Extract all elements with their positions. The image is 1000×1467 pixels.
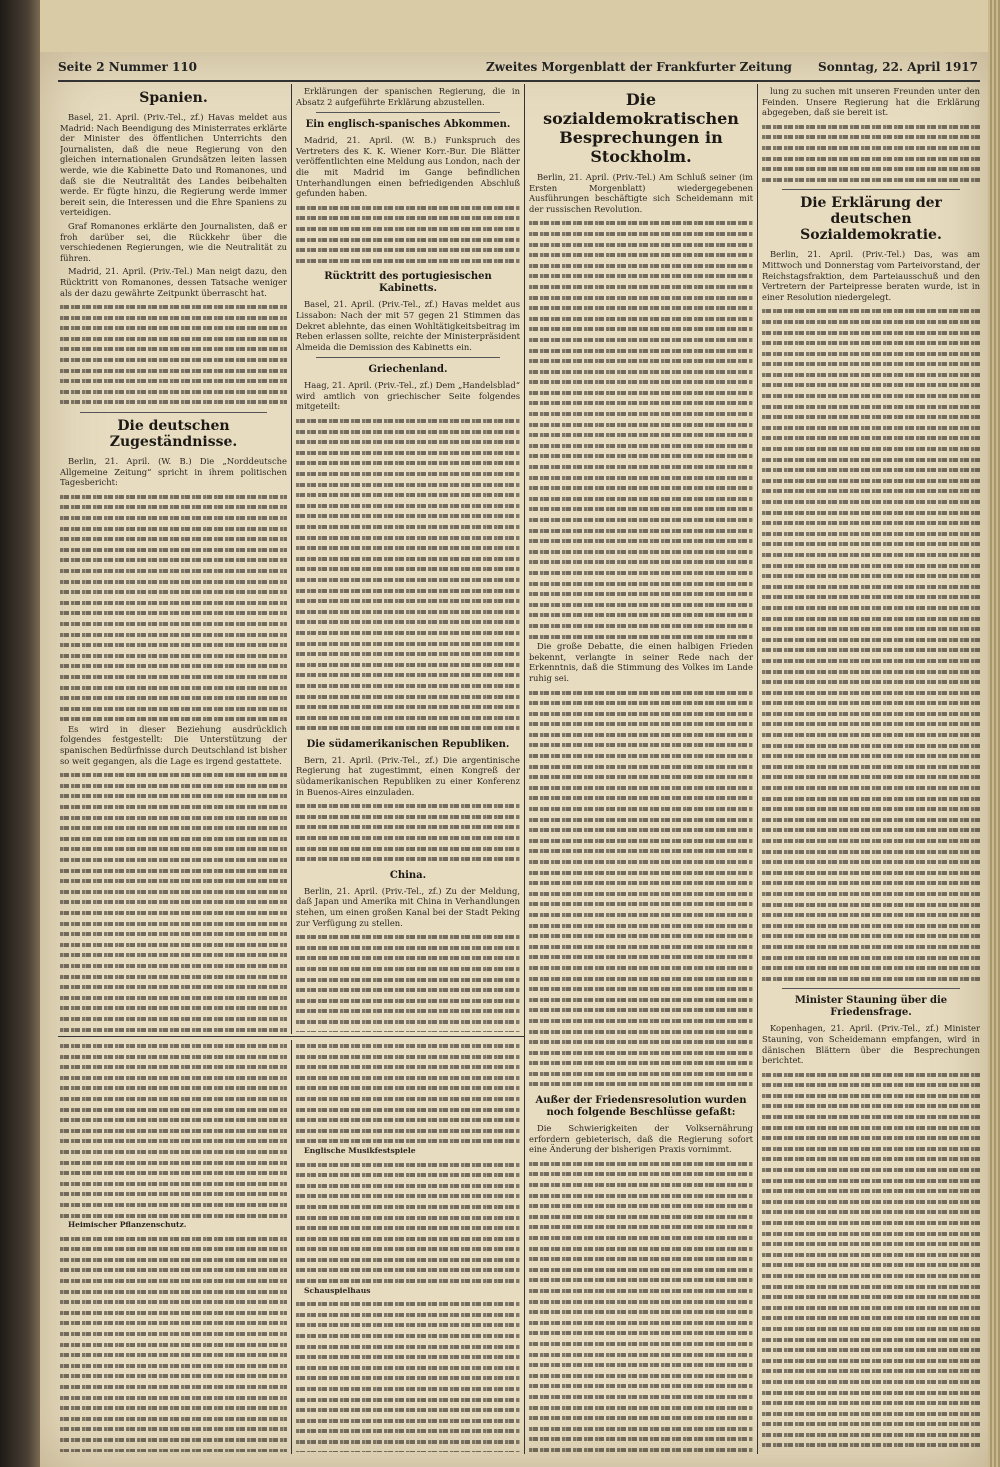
text-lines bbox=[529, 687, 753, 1090]
heading-abkommen: Ein englisch-spanisches Abkommen. bbox=[305, 119, 511, 131]
article-text: lung zu suchen mit unseren Freunden unter den Feinden. Unsere Regierung hat die Erklärung abgegeben, daß sie bereit ist. bbox=[762, 86, 980, 118]
article-text: Berlin, 21. April. (W. B.) Die „Norddeutsche Allgemeine Zeitung“ spricht in ihrem politischen Tagesbericht: bbox=[60, 456, 287, 488]
newspaper-title: Zweites Morgenblatt der Frankfurter Zeitung bbox=[486, 60, 792, 74]
separator bbox=[80, 412, 267, 413]
heading-china: China. bbox=[389, 869, 427, 881]
feuilleton-heading: Schauspielhaus bbox=[304, 1285, 371, 1295]
column-4 bbox=[762, 86, 980, 1452]
text-lines bbox=[60, 1040, 287, 1220]
column-3 bbox=[529, 86, 753, 1452]
article-text: Es wird in dieser Beziehung ausdrücklich folgendes festgestellt: Die Unterstützung der spanischen Bedürfnisse durch Deutschland ist bisher so weit gegangen, als die Lage es irgend gestattete. bbox=[60, 723, 287, 766]
text-lines bbox=[529, 1158, 753, 1452]
article-text: Basel, 21. April. (Priv.-Tel., zf.) Havas meldet aus Madrid: Nach Beendigung des Ministerrates erklärte der Minister des öffentlichen Unterrichts den Journalisten, daß die neue Regierung von den gleichen internationalen Grundsätzen leiten lassen werde, wie die Kabinette Dato und Romanones, und daß sie die Neutralität des Landes beibehalten werde. Er fügte hinzu, die Regierung werde immer bereit sein, die Interessen und die Ehre Spaniens zu verteidigen. bbox=[60, 112, 287, 218]
article-text: Basel, 21. April. (Priv.-Tel., zf.) Havas meldet aus Lissabon: Nach der mit 57 gegen 21 Stimmen das Dekret ablehnte, das einen Wohltätigkeitsbeitrag im Reben erlassen sollte, reichte der Ministerpräsident Almeida die Demission des Kabinetts ein. bbox=[296, 299, 520, 352]
page-number: Seite 2 Nummer 110 bbox=[58, 60, 198, 74]
article-text: Madrid, 21. April. (Priv.-Tel.) Man neigt dazu, den Rücktritt von Romanones, dessen Tatsache weniger als der dazu gewährte Zeitpunkt überrascht hat. bbox=[60, 266, 287, 298]
text-lines bbox=[296, 415, 520, 733]
article-text: Graf Romanones erklärte den Journalisten, daß er froh darüber sei, die Rückkehr über die verschiedenen Regierungen, wie die Neutralität zu führen. bbox=[60, 220, 287, 263]
text-lines bbox=[529, 217, 753, 641]
heading-stauning: Minister Stauning über die Friedensfrage. bbox=[794, 995, 948, 1019]
heading-zugestaendnisse: Die deutschen Zugeständnisse. bbox=[109, 418, 238, 451]
heading-sozialdemokratische-besprechungen: Die sozialdemokratischen Besprechungen in Stockholm. bbox=[543, 90, 739, 166]
page-edge bbox=[988, 0, 1000, 1467]
separator bbox=[316, 112, 500, 113]
article-text: Haag, 21. April. (Priv.-Tel., zf.) Dem „Handelsblad“ wird amtlich von griechischer Seite folgendes mitgeteilt: bbox=[296, 380, 520, 412]
column-2 bbox=[296, 86, 520, 1032]
article-text: Berlin, 21. April. (Priv.-Tel., zf.) Zu der Meldung, daß Japan und Amerika mit China in Verhandlungen stehen, um einen großen Kanal bei der Stadt Peking zur Verfügung zu stellen. bbox=[296, 885, 520, 928]
text-lines bbox=[762, 1069, 980, 1452]
column-rule bbox=[291, 1040, 292, 1454]
article-text: Berlin, 21. April. (Priv.-Tel.) Das, was am Mittwoch und Donnerstag vom Parteivorstand, der Reichstagsfraktion, dem Parteiausschuß und den Vertretern der Parteipresse beraten wurde, ist in einer Resolution niedergelegt. bbox=[762, 249, 980, 302]
heading-erklaerung: Die Erklärung der deutschen Sozialdemokratie. bbox=[800, 195, 942, 244]
column-rule bbox=[757, 84, 758, 1454]
article-text: Bern, 21. April. (Priv.-Tel., zf.) Die argentinische Regierung hat zugestimmt, einen Kongreß der südamerikanischen Republiken zu einer Konferenz in Buenos-Aires einzuladen. bbox=[296, 754, 520, 797]
article-text: Die große Debatte, die einen halbigen Frieden bekennt, verlangte in seiner Rede nach der Erkenntnis, daß die Stimmung des Volkes im Lande ruhig sei. bbox=[529, 641, 753, 683]
article-text: Kopenhagen, 21. April. (Priv.-Tel., zf.) Minister Stauning, von Scheidemann empfangen, wird in dänischen Blättern über die Besprechungen berichtet. bbox=[762, 1023, 980, 1066]
feuilleton-heading: Englische Musikfestspiele bbox=[304, 1145, 416, 1155]
heading-suedamerika: Die südamerikanischen Republiken. bbox=[306, 738, 510, 750]
feuilleton-rule bbox=[58, 1036, 524, 1037]
text-lines bbox=[60, 1233, 287, 1452]
heading-griechenland: Griechenland. bbox=[368, 364, 448, 376]
heading-beschluesse: Außer der Friedensresolution wurden noch folgende Beschlüsse gefaßt: bbox=[535, 1095, 747, 1119]
text-lines bbox=[296, 1298, 520, 1452]
masthead-rule bbox=[58, 80, 980, 82]
text-lines bbox=[60, 491, 287, 724]
text-lines bbox=[296, 931, 520, 1032]
article-text: Berlin, 21. April. (Priv.-Tel.) Am Schluß seiner (im Ersten Morgenblatt) wiedergegebenen Ausführungen beschäftigte sich Scheidemann mit der russischen Revolution. bbox=[529, 172, 753, 214]
feuilleton-column-2 bbox=[296, 1040, 520, 1452]
separator bbox=[782, 988, 960, 989]
column-1 bbox=[60, 86, 287, 1032]
separator bbox=[782, 189, 960, 190]
text-lines bbox=[60, 301, 287, 407]
text-lines bbox=[762, 121, 980, 185]
article-text: Erklärungen der spanischen Regierung, die in Absatz 2 aufgeführte Erklärung abzustellen. bbox=[296, 86, 520, 107]
heading-portugal: Rücktritt des portugiesischen Kabinetts. bbox=[324, 271, 492, 295]
text-lines bbox=[296, 1159, 520, 1286]
feuilleton-heading: Heimischer Pflanzenschutz. bbox=[68, 1220, 187, 1230]
column-rule bbox=[524, 84, 525, 1454]
column-rule bbox=[291, 84, 292, 1034]
separator bbox=[316, 357, 500, 358]
text-lines bbox=[762, 305, 980, 983]
feuilleton-column-1 bbox=[60, 1040, 287, 1452]
masthead bbox=[58, 60, 978, 78]
heading-spanien: Spanien. bbox=[139, 90, 208, 106]
page-top-margin bbox=[40, 0, 988, 52]
text-lines bbox=[60, 769, 287, 1032]
book-binding bbox=[0, 0, 40, 1467]
article-text: Madrid, 21. April. (W. B.) Funkspruch des Vertreters des K. K. Wiener Korr.-Bur. Die Blätter veröffentlichten eine Meldung aus London, nach der die mit Madrid im Gange befindlichen Unterhandlungen einen befriedigenden Abschluß gefunden haben. bbox=[296, 135, 520, 199]
text-lines bbox=[296, 202, 520, 266]
article-text: Die Schwierigkeiten der Volksernährung erfordern gebieterisch, daß die Regierung sofort eine Änderung der bisherigen Praxis vornimmt. bbox=[529, 1123, 753, 1155]
text-lines bbox=[296, 1040, 520, 1146]
issue-date: Sonntag, 22. April 1917 bbox=[818, 60, 978, 74]
text-lines bbox=[296, 800, 520, 864]
